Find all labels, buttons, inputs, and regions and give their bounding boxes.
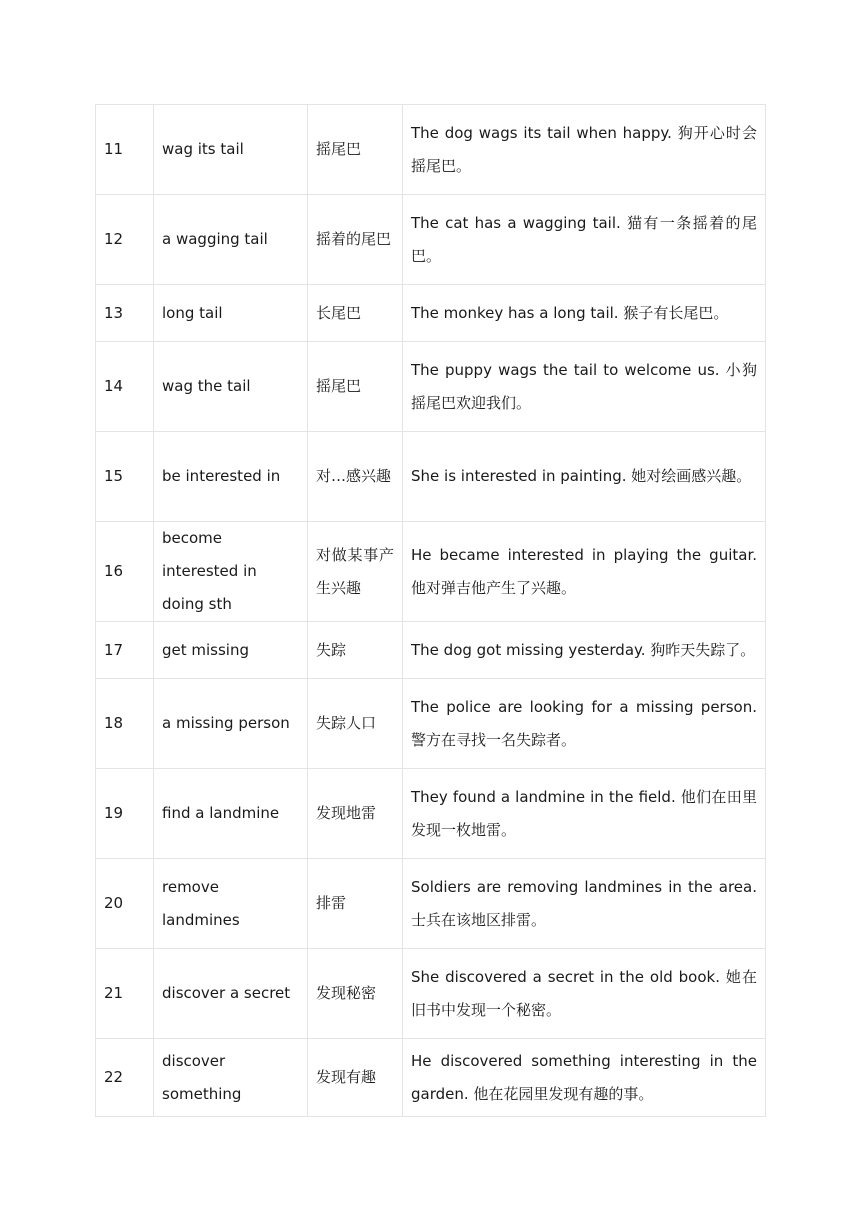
row-number: 15 [96, 432, 154, 522]
phrase-cell: wag the tail [154, 342, 308, 432]
example-cell: The cat has a wagging tail. 猫有一条摇着的尾巴。 [403, 195, 766, 285]
row-number: 12 [96, 195, 154, 285]
table-row [96, 769, 766, 859]
meaning-cell: 失踪人口 [308, 679, 403, 769]
table-row [96, 679, 766, 769]
meaning-cell: 摇尾巴 [308, 342, 403, 432]
row-number: 20 [96, 859, 154, 949]
vocabulary-table [95, 104, 766, 1117]
phrase-cell: a wagging tail [154, 195, 308, 285]
example-cell: He became interested in playing the guitar. 他对弹吉他产生了兴趣。 [403, 522, 766, 622]
table-row [96, 1039, 766, 1117]
table-row [96, 622, 766, 679]
phrase-cell: become interested in doing sth [154, 522, 308, 622]
meaning-cell: 摇尾巴 [308, 105, 403, 195]
example-cell: The dog got missing yesterday. 狗昨天失踪了。 [403, 622, 766, 679]
meaning-cell: 发现地雷 [308, 769, 403, 859]
table-row [96, 949, 766, 1039]
example-cell: She is interested in painting. 她对绘画感兴趣。 [403, 432, 766, 522]
table-row [96, 105, 766, 195]
meaning-cell: 失踪 [308, 622, 403, 679]
phrase-cell: discover something [154, 1039, 308, 1117]
table-row [96, 522, 766, 622]
table-row [96, 285, 766, 342]
row-number: 22 [96, 1039, 154, 1117]
example-cell: The dog wags its tail when happy. 狗开心时会摇尾巴。 [403, 105, 766, 195]
phrase-cell: be interested in [154, 432, 308, 522]
phrase-cell: long tail [154, 285, 308, 342]
meaning-cell: 摇着的尾巴 [308, 195, 403, 285]
example-cell: They found a landmine in the field. 他们在田里发现一枚地雷。 [403, 769, 766, 859]
meaning-cell: 对做某事产生兴趣 [308, 522, 403, 622]
row-number: 14 [96, 342, 154, 432]
phrase-cell: a missing person [154, 679, 308, 769]
phrase-cell: get missing [154, 622, 308, 679]
phrase-cell: find a landmine [154, 769, 308, 859]
table-row [96, 342, 766, 432]
table-row [96, 859, 766, 949]
phrase-cell: remove landmines [154, 859, 308, 949]
meaning-cell: 对…感兴趣 [308, 432, 403, 522]
row-number: 17 [96, 622, 154, 679]
row-number: 21 [96, 949, 154, 1039]
example-cell: She discovered a secret in the old book. 她在旧书中发现一个秘密。 [403, 949, 766, 1039]
example-cell: The monkey has a long tail. 猴子有长尾巴。 [403, 285, 766, 342]
row-number: 19 [96, 769, 154, 859]
meaning-cell: 发现有趣 [308, 1039, 403, 1117]
phrase-cell: discover a secret [154, 949, 308, 1039]
table-row [96, 195, 766, 285]
row-number: 11 [96, 105, 154, 195]
meaning-cell: 排雷 [308, 859, 403, 949]
meaning-cell: 发现秘密 [308, 949, 403, 1039]
row-number: 18 [96, 679, 154, 769]
table-row [96, 432, 766, 522]
example-cell: He discovered something interesting in the garden. 他在花园里发现有趣的事。 [403, 1039, 766, 1117]
meaning-cell: 长尾巴 [308, 285, 403, 342]
row-number: 16 [96, 522, 154, 622]
phrase-cell: wag its tail [154, 105, 308, 195]
example-cell: The puppy wags the tail to welcome us. 小狗摇尾巴欢迎我们。 [403, 342, 766, 432]
row-number: 13 [96, 285, 154, 342]
example-cell: The police are looking for a missing person. 警方在寻找一名失踪者。 [403, 679, 766, 769]
example-cell: Soldiers are removing landmines in the area. 士兵在该地区排雷。 [403, 859, 766, 949]
